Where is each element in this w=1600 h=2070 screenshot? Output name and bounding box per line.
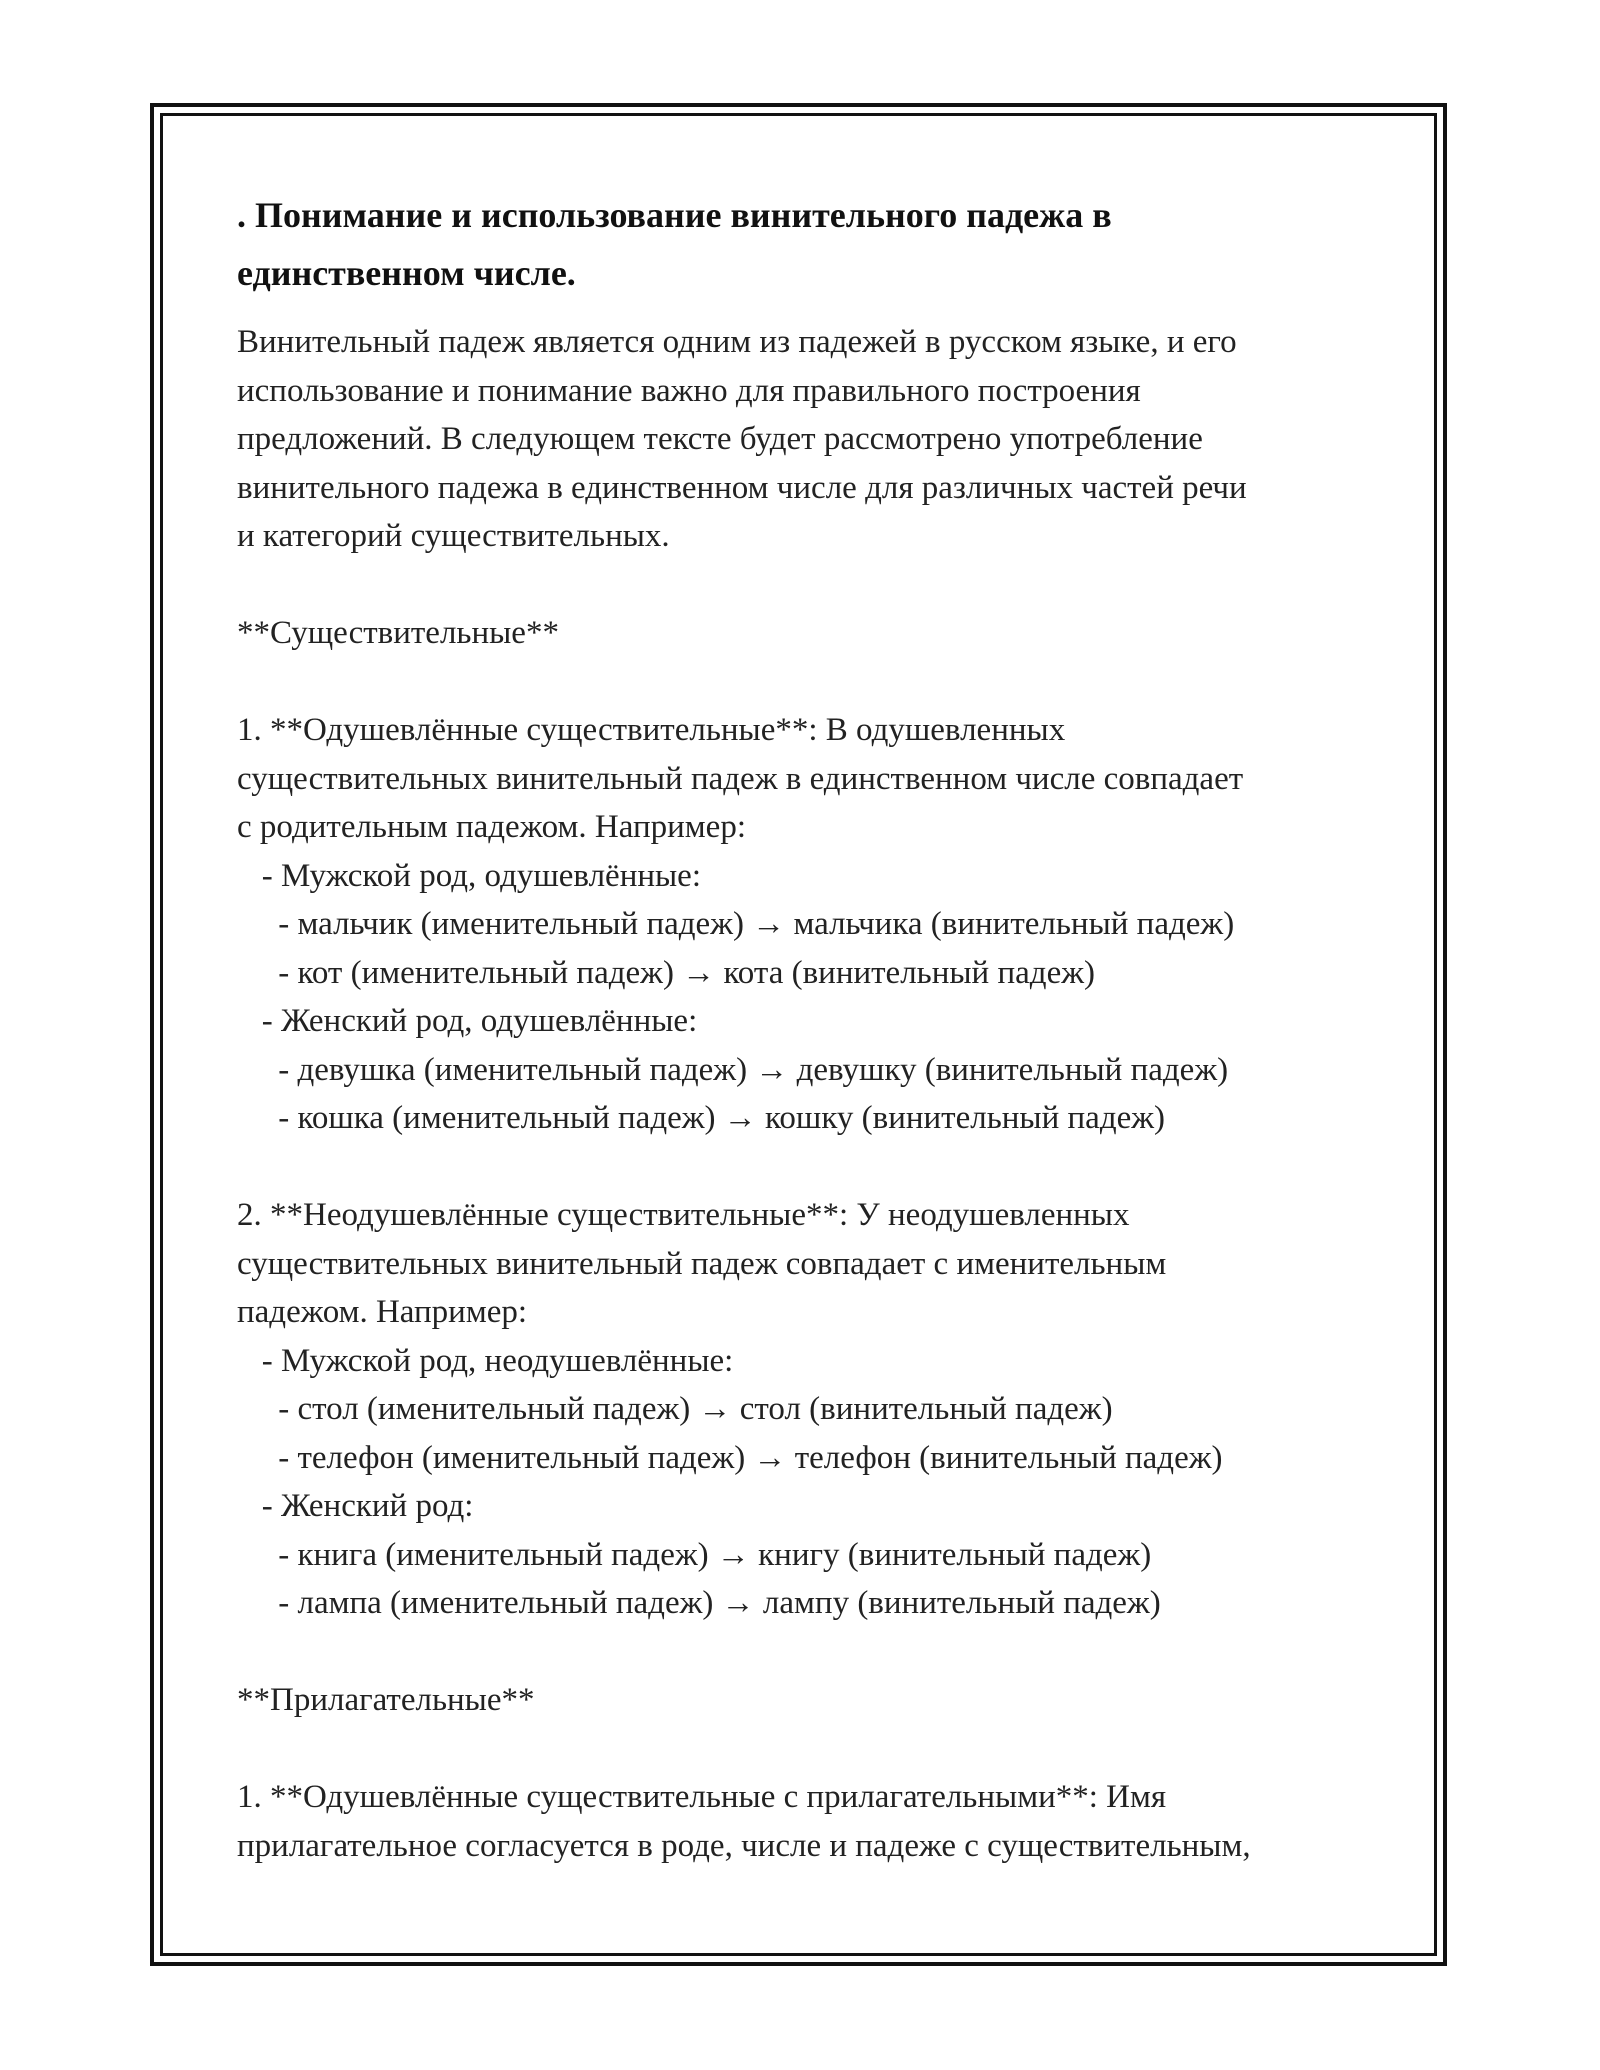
title-line: . Понимание и использование винительного падежа в <box>237 195 1112 235</box>
adjectives-block <box>237 1773 1377 1870</box>
animate-line: - кошка (именительный падеж) → кошку (винительный падеж) <box>237 1100 1166 1136</box>
adjective-line: 1. **Одушевлённые существительные с прилагательными**: Имя <box>237 1779 1167 1815</box>
intro-line: и категорий существительных. <box>237 518 670 554</box>
inanimate-line: - Мужской род, неодушевлённые: <box>237 1342 734 1379</box>
animate-line: - мальчик (именительный падеж) → мальчика (винительный падеж) <box>237 906 1235 942</box>
animate-line: - Женский род, одушевлённые: <box>237 1003 698 1039</box>
blank-line <box>237 1628 1377 1677</box>
inanimate-line: существительных винительный падеж совпадает с именительным <box>237 1245 1167 1282</box>
blank-line <box>237 1143 1377 1192</box>
blank-line <box>237 658 1377 707</box>
intro-line: Винительный падеж является одним из падежей в русском языке, и его <box>237 324 1237 360</box>
inanimate-line: - Женский род: <box>237 1488 474 1524</box>
document-body <box>237 186 1377 1870</box>
animate-line: - Мужской род, одушевлённые: <box>237 857 701 894</box>
blank-line <box>237 561 1377 610</box>
animate-nouns-block <box>237 706 1377 1143</box>
intro-line: винительного падежа в единственном числе для различных частей речи <box>237 469 1247 506</box>
animate-line: с родительным падежом. Например: <box>237 809 746 845</box>
inanimate-line: 2. **Неодушевлённые существительные**: У неодушевленных <box>237 1197 1130 1233</box>
intro-paragraph <box>237 318 1377 561</box>
section-heading-adjectives: **Прилагательные** <box>237 1682 535 1718</box>
animate-line: существительных винительный падеж в единственном числе совпадает <box>237 760 1244 797</box>
document-title <box>237 186 1377 302</box>
section-heading-nouns: **Существительные** <box>237 615 559 651</box>
intro-line: использование и понимание важно для правильного построения <box>237 372 1141 409</box>
intro-line: предложений. В следующем тексте будет рассмотрено употребление <box>237 421 1203 457</box>
animate-line: - девушка (именительный падеж) → девушку (винительный падеж) <box>237 1051 1229 1088</box>
adjective-line: прилагательное согласуется в роде, числе и падеже с существительным, <box>237 1827 1251 1864</box>
blank-line <box>237 1725 1377 1774</box>
inanimate-line: - книга (именительный падеж) → книгу (винительный падеж) <box>237 1536 1152 1573</box>
animate-line: 1. **Одушевлённые существительные**: В одушевленных <box>237 712 1066 748</box>
inanimate-line: - стол (именительный падеж) → стол (винительный падеж) <box>237 1391 1113 1427</box>
inanimate-line: падежом. Например: <box>237 1294 528 1330</box>
inanimate-nouns-block <box>237 1191 1377 1628</box>
title-line: единственном числе. <box>237 253 576 293</box>
inanimate-line: - лампа (именительный падеж) → лампу (винительный падеж) <box>237 1585 1161 1621</box>
animate-line: - кот (именительный падеж) → кота (винительный падеж) <box>237 954 1095 991</box>
inanimate-line: - телефон (именительный падеж) → телефон (винительный падеж) <box>237 1439 1223 1476</box>
